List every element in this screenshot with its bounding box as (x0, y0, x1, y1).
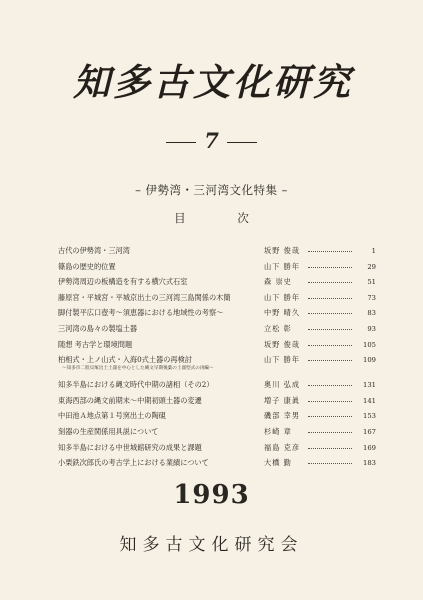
toc-entry-page: 183 (363, 459, 376, 468)
toc-entry (58, 425, 376, 441)
toc-entry-author: 奥川 弘成 (264, 380, 301, 390)
table-of-contents (58, 244, 376, 472)
toc-entry-subtitle: 〜知多市二股貝塚出土土器を中心とした縄文早期後葉の土器型式の再編〜 (62, 366, 214, 372)
toc-entry (58, 306, 376, 322)
toc-entry (58, 260, 376, 276)
toc-leader (308, 448, 352, 449)
publisher-name: 知多古文化研究会 (119, 535, 304, 555)
toc-entry-title: 刻器の生産関係用具説について (58, 426, 159, 436)
toc-entry-page: 29 (367, 262, 376, 271)
toc-leader (308, 416, 352, 417)
toc-entry-page: 51 (367, 278, 376, 287)
toc-entry (58, 441, 376, 457)
toc-entry-author: 立松 彰 (264, 323, 292, 333)
toc-entry-page: 83 (367, 309, 376, 318)
journal-title: 知多古文化研究 (73, 60, 353, 104)
volume-right-rule (227, 142, 257, 143)
toc-entry-title: 藤原宮・平城宮・平城京出土の三河湾三島関係の木簡 (58, 292, 231, 302)
volume-number-text: 7 (204, 128, 219, 153)
toc-leader (308, 345, 352, 346)
toc-entry (58, 291, 376, 307)
toc-entry-author: 坂野 俊哉 (264, 246, 301, 255)
toc-entry-title: 小栗鉄次郎氏の考古学上における業績について (58, 458, 209, 468)
toc-entry-page: 105 (363, 340, 376, 349)
toc-entry-author: 山下 勝年 (264, 261, 301, 271)
toc-entry (58, 353, 376, 372)
toc-leader (308, 282, 352, 283)
toc-entry-author: 中野 晴久 (264, 308, 301, 318)
toc-heading: 目 次 (174, 211, 273, 225)
toc-entry-page: 93 (367, 324, 376, 333)
toc-entry-title: 古代の伊勢湾・三河湾 (58, 246, 130, 255)
toc-leader (308, 298, 352, 299)
toc-entry-title: 三河湾の島々の製塩土器 (58, 323, 138, 333)
toc-entry-page: 169 (363, 443, 376, 452)
toc-entry-author: 杉崎 章 (264, 426, 292, 436)
toc-entry-page: 167 (363, 427, 376, 436)
toc-entry-author: 福島 克彦 (264, 442, 301, 452)
toc-entry-author: 坂野 俊哉 (264, 339, 301, 349)
toc-entry-author: 大橋 勤 (264, 458, 292, 468)
toc-entry-title: 篠島の歴史的位置 (58, 261, 116, 271)
toc-entry-page: 141 (363, 396, 376, 405)
publication-year: 1993 (173, 480, 250, 510)
toc-entry-author: 山下 勝年 (264, 292, 301, 302)
toc-entry-author: 増子 康眞 (264, 395, 301, 405)
toc-leader (308, 329, 352, 330)
special-feature-title: – 伊勢湾・三河湾文化特集 – (135, 183, 288, 197)
toc-entry-author: 森 崇史 (264, 277, 292, 287)
volume-left-rule (166, 142, 196, 143)
toc-entry-author: 磯部 幸男 (264, 411, 301, 421)
toc-entry-title: 中田池Ａ地点第１号窯出土の陶硯 (58, 411, 166, 421)
toc-entry (58, 456, 376, 472)
toc-entry-title: 東海西部の縄文前期末〜中期初頭土器の変遷 (58, 395, 202, 405)
volume-number (0, 128, 423, 153)
toc-entry-title: 知多半島における中世城館研究の成果と課題 (58, 442, 202, 452)
special-feature-text: 伊勢湾・三河湾文化特集 (145, 183, 278, 197)
toc-entry-page: 153 (363, 412, 376, 421)
toc-entry (58, 394, 376, 410)
toc-entry (58, 409, 376, 425)
toc-leader (308, 360, 352, 361)
toc-leader (308, 401, 352, 402)
toc-leader (308, 267, 352, 268)
toc-entry (58, 378, 376, 394)
toc-entry-page: 131 (363, 381, 376, 390)
toc-entry-page: 109 (363, 356, 376, 365)
toc-entry (58, 322, 376, 338)
toc-entry-title: 柏相式・上ノ山式・入海0式土器の再検討 (58, 355, 192, 365)
toc-entry-page: 73 (367, 293, 376, 302)
toc-entry (58, 244, 376, 260)
toc-entry-title: 伊勢湾周辺の板構造を有する横穴式石室 (58, 277, 188, 287)
toc-entry (58, 275, 376, 291)
toc-entry-title: 知多半島における縄文時代中期の諸相（その2） (58, 380, 214, 390)
toc-leader (308, 432, 352, 433)
toc-entry-page: 1 (371, 247, 376, 255)
toc-entry-author: 山下 勝年 (264, 355, 301, 365)
toc-entry (58, 338, 376, 354)
toc-entry-title: 随想 考古学と環境問題 (58, 339, 133, 349)
toc-entry-title: 脚付製平広口壺考〜須恵器における地域性の考察〜 (58, 308, 224, 318)
toc-leader (308, 463, 352, 464)
toc-leader (308, 251, 352, 252)
toc-leader (308, 385, 352, 386)
toc-leader (308, 313, 352, 314)
